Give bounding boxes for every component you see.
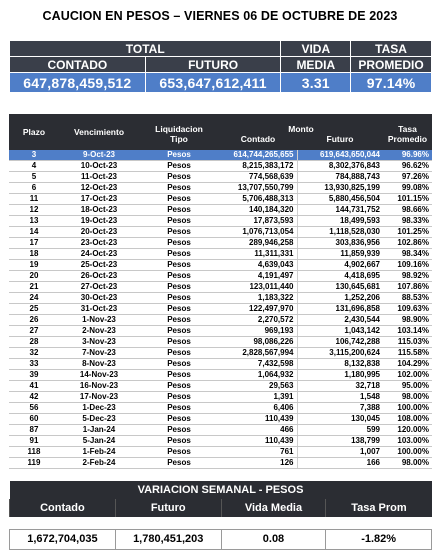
cell-vencimiento: 5-Jan-24	[59, 436, 139, 447]
cell-plazo: 12	[9, 205, 59, 216]
table-row	[9, 282, 432, 293]
cell-plazo: 5	[9, 172, 59, 183]
cell-futuro: 1,252,206	[297, 293, 383, 304]
cell-tasa: 102.00%	[383, 370, 432, 381]
cell-tasa: 100.00%	[383, 403, 432, 414]
cell-vencimiento: 1-Jan-24	[59, 425, 139, 436]
cell-vencimiento: 10-Oct-23	[59, 161, 139, 172]
vida-media-value: 3.31	[281, 73, 351, 93]
cell-plazo: 42	[9, 392, 59, 403]
variacion-contado: 1,672,704,035	[10, 529, 116, 549]
cell-plazo: 32	[9, 348, 59, 359]
cell-vencimiento: 26-Oct-23	[59, 271, 139, 282]
futuro-total: 653,647,612,411	[145, 73, 281, 93]
cell-contado: 2,828,567,994	[219, 348, 297, 359]
cell-tasa: 96.96%	[383, 150, 432, 161]
cell-tipo: Pesos	[139, 359, 219, 370]
table-row	[9, 183, 432, 194]
cell-futuro: 130,045	[297, 414, 383, 425]
cell-vencimiento: 16-Nov-23	[59, 381, 139, 392]
cell-tasa: 101.25%	[383, 227, 432, 238]
table-row	[9, 304, 432, 315]
cell-contado: 466	[219, 425, 297, 436]
cell-vencimiento: 20-Oct-23	[59, 227, 139, 238]
cell-tasa: 98.34%	[383, 249, 432, 260]
header-plazo: Plazo	[9, 114, 59, 150]
cell-contado: 761	[219, 447, 297, 458]
cell-tipo: Pesos	[139, 403, 219, 414]
cell-futuro: 4,418,695	[297, 271, 383, 282]
header-promedio: Promedio	[383, 134, 432, 150]
cell-tipo: Pesos	[139, 337, 219, 348]
cell-tipo: Pesos	[139, 370, 219, 381]
cell-plazo: 26	[9, 315, 59, 326]
total-header: TOTAL	[10, 41, 281, 57]
cell-futuro: 11,859,939	[297, 249, 383, 260]
table-row	[9, 436, 432, 447]
vida-header: VIDA	[281, 41, 351, 57]
cell-futuro: 166	[297, 458, 383, 469]
cell-contado: 98,086,226	[219, 337, 297, 348]
cell-plazo: 60	[9, 414, 59, 425]
table-row	[9, 326, 432, 337]
cell-plazo: 91	[9, 436, 59, 447]
cell-futuro: 303,836,956	[297, 238, 383, 249]
header-futuro: Futuro	[297, 134, 383, 150]
futuro-header: FUTURO	[145, 57, 281, 73]
header-tipo: Tipo	[139, 134, 219, 150]
header-tasa: Tasa	[383, 114, 432, 134]
table-row	[9, 403, 432, 414]
cell-tasa: 96.62%	[383, 161, 432, 172]
cell-tipo: Pesos	[139, 150, 219, 161]
table-row	[9, 447, 432, 458]
cell-plazo: 14	[9, 227, 59, 238]
cell-vencimiento: 11-Oct-23	[59, 172, 139, 183]
cell-tipo: Pesos	[139, 161, 219, 172]
cell-plazo: 119	[9, 458, 59, 469]
cell-tipo: Pesos	[139, 315, 219, 326]
cell-contado: 6,406	[219, 403, 297, 414]
cell-vencimiento: 9-Oct-23	[59, 150, 139, 161]
cell-futuro: 599	[297, 425, 383, 436]
variacion-header-futuro: Futuro	[115, 499, 221, 517]
cell-plazo: 28	[9, 337, 59, 348]
cell-tipo: Pesos	[139, 293, 219, 304]
table-row	[9, 392, 432, 403]
cell-contado: 1,391	[219, 392, 297, 403]
cell-vencimiento: 7-Nov-23	[59, 348, 139, 359]
cell-tasa: 104.29%	[383, 359, 432, 370]
cell-vencimiento: 14-Nov-23	[59, 370, 139, 381]
table-row	[9, 205, 432, 216]
cell-futuro: 784,888,743	[297, 172, 383, 183]
cell-futuro: 1,118,528,030	[297, 227, 383, 238]
variacion-title: VARIACION SEMANAL - PESOS	[10, 481, 432, 499]
cell-vencimiento: 2-Feb-24	[59, 458, 139, 469]
table-row	[9, 238, 432, 249]
cell-futuro: 1,548	[297, 392, 383, 403]
table-row	[9, 348, 432, 359]
cell-contado: 774,568,639	[219, 172, 297, 183]
cell-tipo: Pesos	[139, 304, 219, 315]
cell-contado: 289,946,258	[219, 238, 297, 249]
cell-futuro: 138,799	[297, 436, 383, 447]
cell-tasa: 108.00%	[383, 414, 432, 425]
cell-vencimiento: 18-Oct-23	[59, 205, 139, 216]
cell-contado: 110,439	[219, 436, 297, 447]
cell-tasa: 103.14%	[383, 326, 432, 337]
cell-plazo: 17	[9, 238, 59, 249]
cell-vencimiento: 25-Oct-23	[59, 260, 139, 271]
cell-vencimiento: 19-Oct-23	[59, 216, 139, 227]
cell-contado: 122,497,970	[219, 304, 297, 315]
cell-futuro: 3,115,200,624	[297, 348, 383, 359]
cell-futuro: 1,043,142	[297, 326, 383, 337]
table-row	[9, 359, 432, 370]
variacion-header-contado: Contado	[10, 499, 116, 517]
cell-futuro: 2,430,544	[297, 315, 383, 326]
cell-contado: 140,184,320	[219, 205, 297, 216]
cell-contado: 614,744,265,655	[219, 150, 297, 161]
table-row	[9, 271, 432, 282]
table-row	[9, 260, 432, 271]
header-liquidacion: Liquidacion	[139, 114, 219, 134]
cell-vencimiento: 27-Oct-23	[59, 282, 139, 293]
cell-plazo: 56	[9, 403, 59, 414]
cell-plazo: 39	[9, 370, 59, 381]
cell-tasa: 98.92%	[383, 271, 432, 282]
table-row	[9, 172, 432, 183]
media-header: MEDIA	[281, 57, 351, 73]
table-row	[9, 315, 432, 326]
header-contado: Contado	[219, 134, 297, 150]
cell-tipo: Pesos	[139, 436, 219, 447]
cell-futuro: 32,718	[297, 381, 383, 392]
cell-vencimiento: 31-Oct-23	[59, 304, 139, 315]
table-row	[9, 425, 432, 436]
cell-plazo: 4	[9, 161, 59, 172]
cell-tasa: 88.53%	[383, 293, 432, 304]
cell-futuro: 144,731,752	[297, 205, 383, 216]
table-row	[9, 381, 432, 392]
cell-futuro: 4,902,667	[297, 260, 383, 271]
cell-plazo: 33	[9, 359, 59, 370]
cell-tasa: 115.58%	[383, 348, 432, 359]
cell-tipo: Pesos	[139, 172, 219, 183]
promedio-header: PROMEDIO	[351, 57, 432, 73]
cell-futuro: 8,302,376,843	[297, 161, 383, 172]
cell-tipo: Pesos	[139, 271, 219, 282]
table-row	[9, 216, 432, 227]
cell-tipo: Pesos	[139, 326, 219, 337]
cell-tasa: 115.03%	[383, 337, 432, 348]
cell-contado: 13,707,550,799	[219, 183, 297, 194]
cell-contado: 17,873,593	[219, 216, 297, 227]
cell-futuro: 1,007	[297, 447, 383, 458]
cell-tipo: Pesos	[139, 348, 219, 359]
cell-tasa: 98.90%	[383, 315, 432, 326]
cell-vencimiento: 2-Nov-23	[59, 326, 139, 337]
cell-tipo: Pesos	[139, 425, 219, 436]
cell-futuro: 619,643,650,044	[297, 150, 383, 161]
summary-table	[9, 40, 432, 93]
cell-contado: 11,311,331	[219, 249, 297, 260]
variacion-semanal-table	[9, 481, 432, 550]
cell-tipo: Pesos	[139, 392, 219, 403]
cell-plazo: 11	[9, 194, 59, 205]
cell-tasa: 99.08%	[383, 183, 432, 194]
cell-tasa: 95.00%	[383, 381, 432, 392]
tasa-header: TASA	[351, 41, 432, 57]
contado-header: CONTADO	[10, 57, 146, 73]
cell-plazo: 24	[9, 293, 59, 304]
cell-vencimiento: 1-Feb-24	[59, 447, 139, 458]
cell-plazo: 13	[9, 216, 59, 227]
cell-contado: 123,011,440	[219, 282, 297, 293]
cell-contado: 5,706,488,313	[219, 194, 297, 205]
cell-contado: 8,215,383,172	[219, 161, 297, 172]
cell-vencimiento: 12-Oct-23	[59, 183, 139, 194]
variacion-header-vida-media: Vida Media	[221, 499, 326, 517]
caucion-table	[9, 114, 432, 469]
cell-contado: 2,270,572	[219, 315, 297, 326]
cell-futuro: 7,388	[297, 403, 383, 414]
cell-vencimiento: 3-Nov-23	[59, 337, 139, 348]
variacion-tasa-prom: -1.82%	[326, 529, 432, 549]
spacer	[10, 517, 432, 529]
cell-tasa: 100.00%	[383, 447, 432, 458]
cell-tipo: Pesos	[139, 260, 219, 271]
cell-contado: 969,193	[219, 326, 297, 337]
cell-plazo: 41	[9, 381, 59, 392]
table-row	[9, 370, 432, 381]
cell-vencimiento: 17-Nov-23	[59, 392, 139, 403]
cell-contado: 7,432,598	[219, 359, 297, 370]
cell-vencimiento: 1-Nov-23	[59, 315, 139, 326]
cell-tasa: 101.15%	[383, 194, 432, 205]
cell-futuro: 8,132,838	[297, 359, 383, 370]
cell-tipo: Pesos	[139, 194, 219, 205]
cell-tasa: 98.00%	[383, 392, 432, 403]
cell-futuro: 5,880,456,504	[297, 194, 383, 205]
table-row	[9, 194, 432, 205]
cell-tipo: Pesos	[139, 249, 219, 260]
tasa-promedio-value: 97.14%	[351, 73, 432, 93]
cell-plazo: 20	[9, 271, 59, 282]
cell-tipo: Pesos	[139, 227, 219, 238]
cell-futuro: 13,930,825,199	[297, 183, 383, 194]
cell-plazo: 87	[9, 425, 59, 436]
cell-contado: 110,439	[219, 414, 297, 425]
cell-tipo: Pesos	[139, 216, 219, 227]
cell-futuro: 106,742,288	[297, 337, 383, 348]
variacion-vida-media: 0.08	[221, 529, 326, 549]
table-row	[9, 337, 432, 348]
cell-tipo: Pesos	[139, 183, 219, 194]
cell-tipo: Pesos	[139, 205, 219, 216]
header-vencimiento: Vencimiento	[59, 114, 139, 150]
cell-vencimiento: 24-Oct-23	[59, 249, 139, 260]
cell-contado: 1,183,322	[219, 293, 297, 304]
cell-futuro: 18,499,593	[297, 216, 383, 227]
cell-contado: 1,064,932	[219, 370, 297, 381]
variacion-futuro: 1,780,451,203	[115, 529, 221, 549]
cell-tasa: 98.00%	[383, 458, 432, 469]
cell-tipo: Pesos	[139, 447, 219, 458]
cell-tasa: 102.86%	[383, 238, 432, 249]
cell-tipo: Pesos	[139, 414, 219, 425]
cell-tipo: Pesos	[139, 458, 219, 469]
cell-plazo: 27	[9, 326, 59, 337]
table-row	[9, 161, 432, 172]
cell-contado: 4,191,497	[219, 271, 297, 282]
page-title: CAUCION EN PESOS – VIERNES 06 DE OCTUBRE DE 2023	[42, 9, 398, 23]
table-row	[9, 414, 432, 425]
cell-vencimiento: 17-Oct-23	[59, 194, 139, 205]
cell-plazo: 25	[9, 304, 59, 315]
cell-futuro: 130,645,681	[297, 282, 383, 293]
table-row	[9, 293, 432, 304]
cell-tasa: 109.16%	[383, 260, 432, 271]
table-row	[9, 249, 432, 260]
cell-plazo: 118	[9, 447, 59, 458]
cell-vencimiento: 5-Dec-23	[59, 414, 139, 425]
cell-vencimiento: 8-Nov-23	[59, 359, 139, 370]
cell-plazo: 18	[9, 249, 59, 260]
variacion-header-tasa-prom: Tasa Prom	[326, 499, 432, 517]
table-row	[9, 150, 432, 161]
header-monto: Monto	[219, 114, 383, 134]
cell-contado: 29,563	[219, 381, 297, 392]
cell-plazo: 3	[9, 150, 59, 161]
cell-tipo: Pesos	[139, 282, 219, 293]
cell-tasa: 98.33%	[383, 216, 432, 227]
cell-vencimiento: 23-Oct-23	[59, 238, 139, 249]
cell-vencimiento: 30-Oct-23	[59, 293, 139, 304]
cell-tasa: 107.86%	[383, 282, 432, 293]
cell-contado: 126	[219, 458, 297, 469]
cell-tasa: 98.66%	[383, 205, 432, 216]
cell-futuro: 1,180,995	[297, 370, 383, 381]
cell-plazo: 21	[9, 282, 59, 293]
cell-tipo: Pesos	[139, 381, 219, 392]
contado-total: 647,878,459,512	[10, 73, 146, 93]
table-row	[9, 458, 432, 469]
cell-tipo: Pesos	[139, 238, 219, 249]
cell-tasa: 97.26%	[383, 172, 432, 183]
cell-tasa: 120.00%	[383, 425, 432, 436]
cell-vencimiento: 1-Dec-23	[59, 403, 139, 414]
cell-futuro: 131,696,858	[297, 304, 383, 315]
cell-plazo: 19	[9, 260, 59, 271]
cell-tasa: 109.63%	[383, 304, 432, 315]
cell-contado: 1,076,713,054	[219, 227, 297, 238]
cell-contado: 4,639,043	[219, 260, 297, 271]
cell-plazo: 6	[9, 183, 59, 194]
table-row	[9, 227, 432, 238]
cell-tasa: 103.00%	[383, 436, 432, 447]
